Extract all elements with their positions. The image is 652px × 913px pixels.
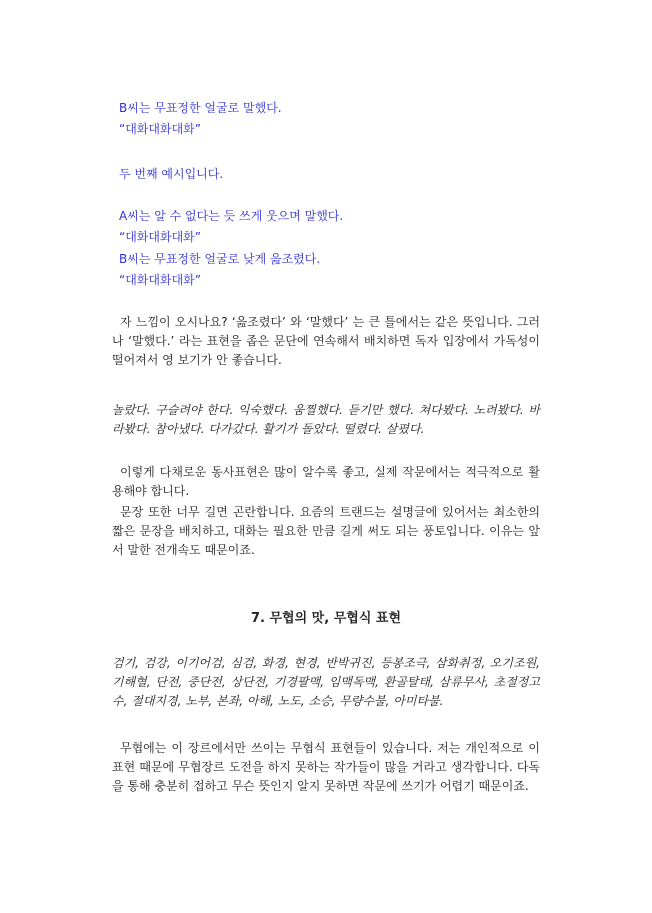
section-heading: 7. 무협의 맛, 무협식 표현 [250, 611, 402, 626]
example2-b-line: B씨는 무표정한 얼굴로 낮게 읊조렸다. [119, 252, 321, 266]
paragraph-sentences: 문장 또한 너무 길면 곤란합니다. 요즘의 트랜드는 설명글에 있어서는 최소한의 짧은 문장을 배치하고, 대화는 필요한 만큼 길게 써도 되는 풍토입니다. 이유는 앞서 말한 전개속도 때문이죠. [112, 505, 540, 557]
verb-examples: 놀랐다. 구슬려야 한다. 익숙했다. 움찔했다. 듣기만 했다. 쳐다봤다. 노려봤다. 바라봤다. 참아냈다. 다가갔다. 활기가 돌았다. 떨렸다. 살폈다. [112, 403, 540, 436]
paragraph-verbs: 이렇게 다채로운 동사표현은 많이 알수록 좋고, 실제 작문에서는 적극적으로 활용해야 합니다. [112, 465, 540, 498]
second-example-label: 두 번째 예시입니다. [119, 167, 224, 181]
paragraph-feeling: 자 느낌이 오시나요? ‘읊조렸다’ 와 ‘말했다’ 는 큰 틀에서는 같은 뜻입니다. 그러나 ‘말했다.’ 라는 표현을 좁은 문단에 연속해서 배치하면 독자 입장에서 가독성이 떨어져서 영 보기가 안 좋습니다. [112, 315, 540, 367]
example2-dialog-line-2: “대화대화대화” [119, 273, 201, 287]
paragraph-martial: 무협에는 이 장르에서만 쓰이는 무협식 표현들이 있습니다. 저는 개인적으로 이 표현 때문에 무협장르 도전을 하지 못하는 작가들이 많을 거라고 생각합니다. 다독을 통해 충분히 접하고 무슨 뜻인지 알지 못하면 작문에 쓰기가 어렵기 때문이죠. [112, 741, 540, 793]
example1-b-line: B씨는 무표정한 얼굴로 말했다. [119, 101, 282, 115]
example2-dialog-line-1: “대화대화대화” [119, 230, 201, 244]
example2-a-line: A씨는 알 수 없다는 듯 쓰게 웃으며 말했다. [119, 209, 344, 223]
martial-terms-list: 검기, 검강, 이기어검, 심검, 화경, 현경, 반박귀진, 등봉조극, 삼화취정, 오기조원, 기해혈, 단전, 중단전, 상단전, 기경팔맥, 임맥독맥, 환골탈태, 삼류무사, 초절정고수, 절대지경, 노부, 본좌, 아해, 노도, 소승, 무량수불, 아미타불. [112, 656, 540, 708]
example1-dialog-line: “대화대화대화” [119, 122, 201, 136]
